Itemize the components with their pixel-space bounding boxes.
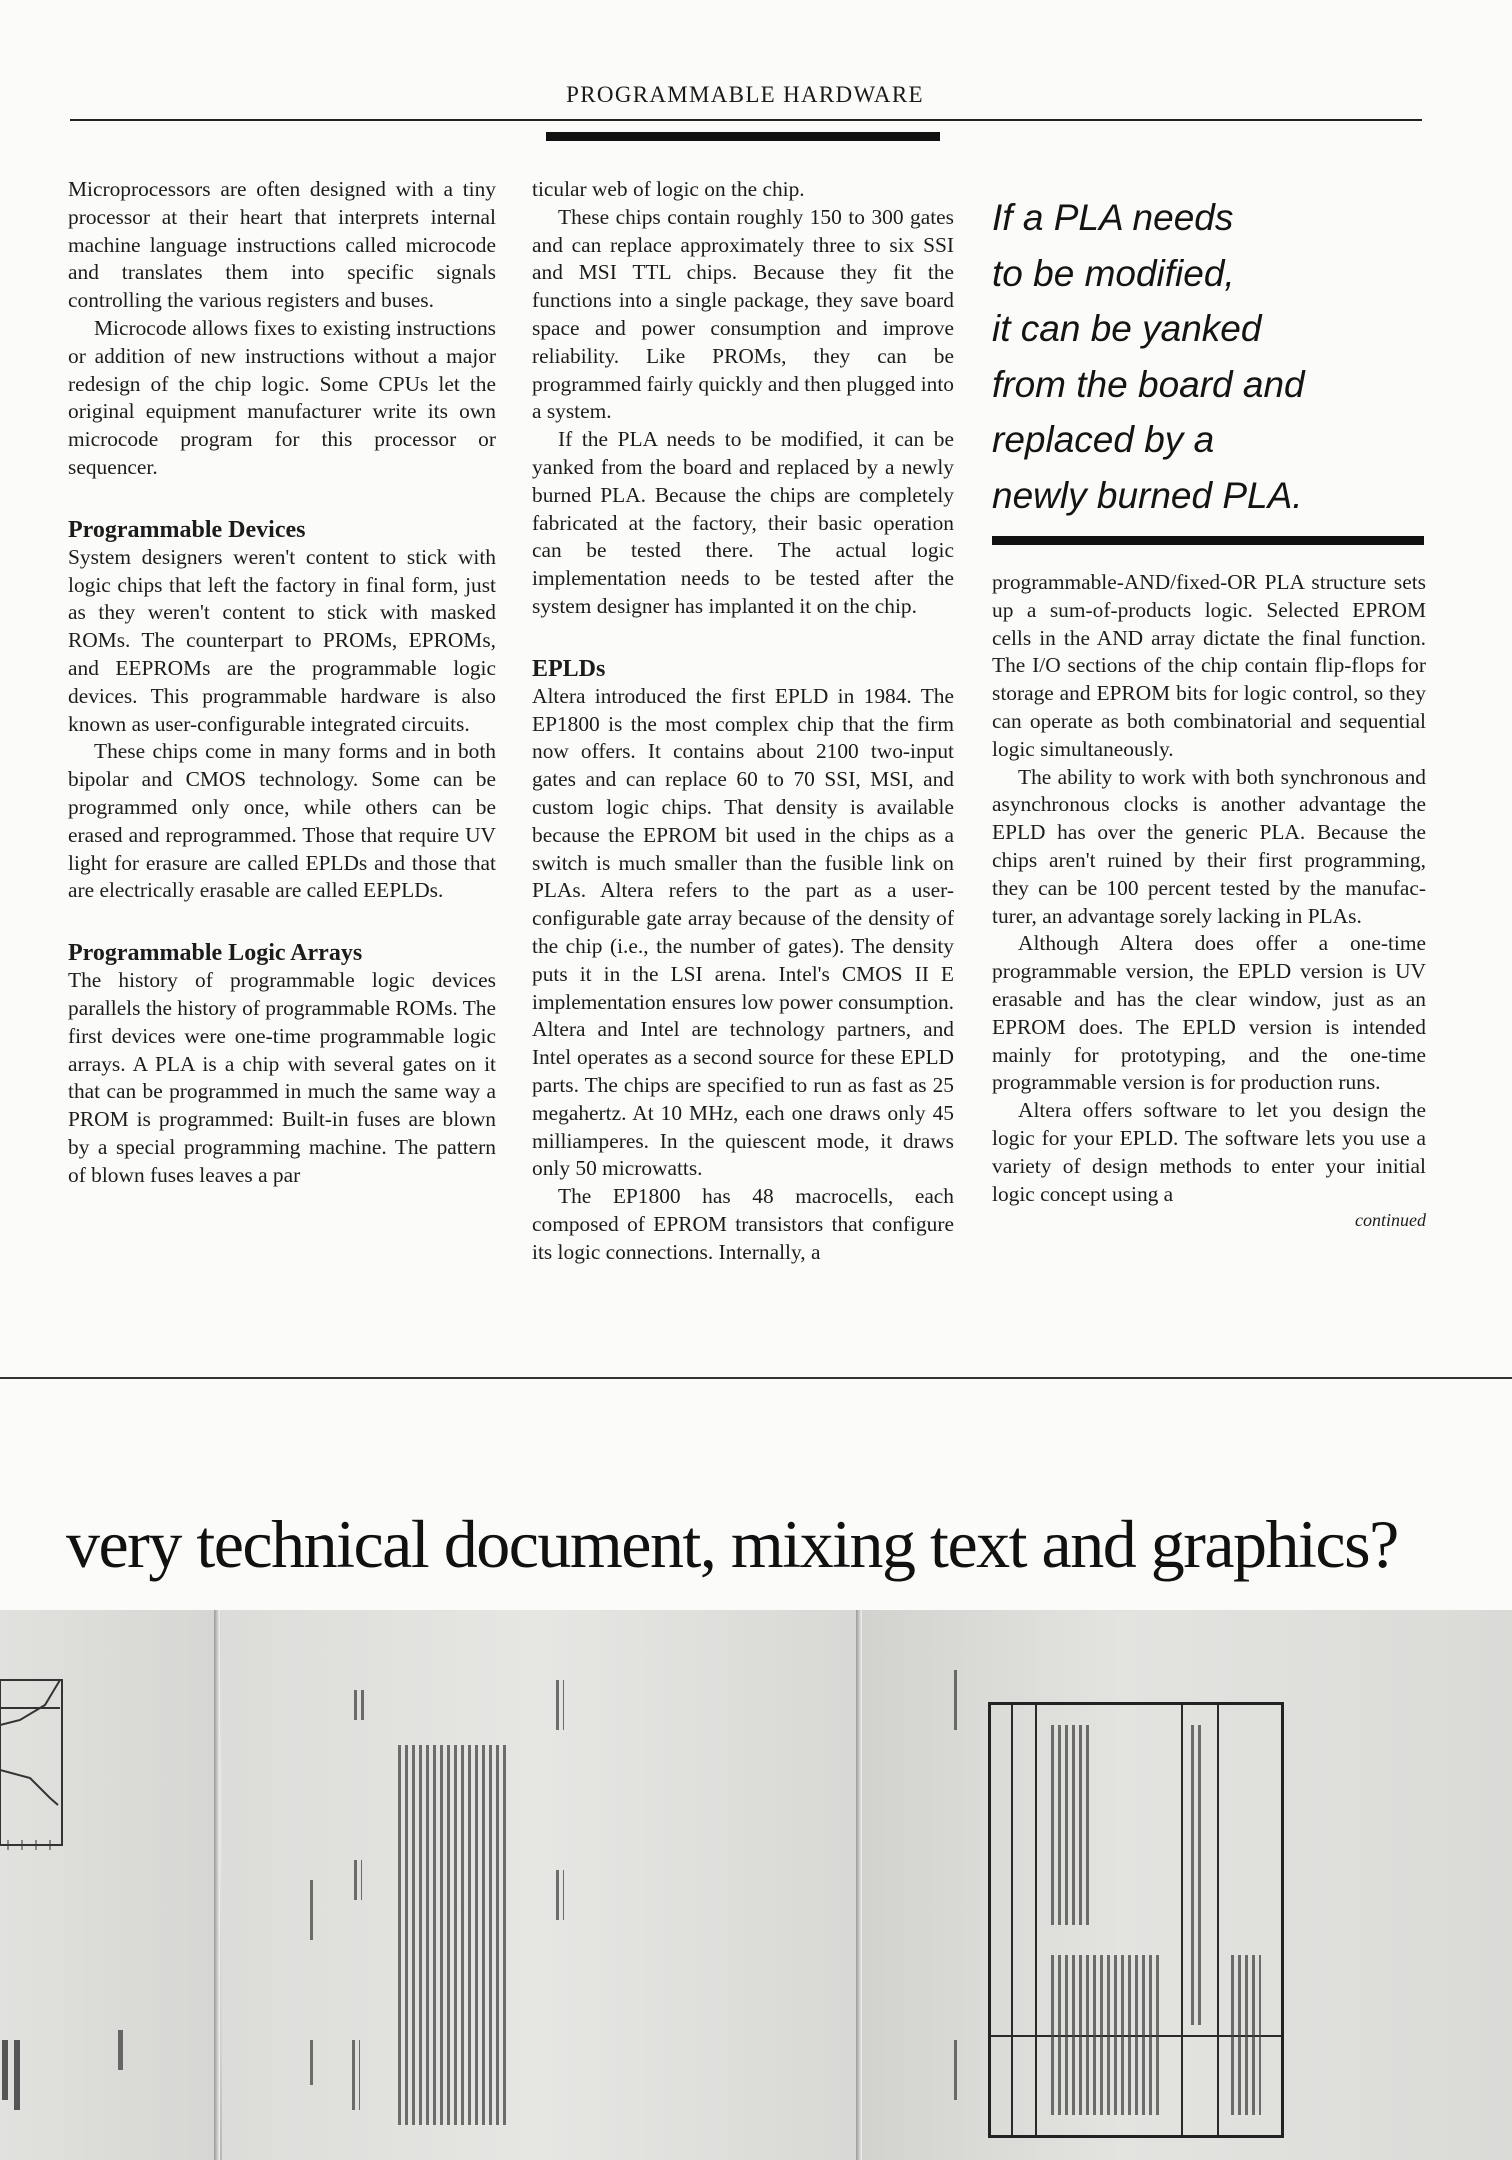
table-illustration: [988, 1702, 1284, 2138]
pull-quote-line: to be modified,: [992, 252, 1235, 294]
paragraph: Microcode allows fixes to existing instructions or addition of new instructions without a major redesign of the chip logic. Some CPUs let the original equipment manufacturer write its own microcode program for this processor or sequencer.: [68, 315, 496, 479]
pull-quote-line: it can be yanked: [992, 308, 1262, 350]
header-bar: [546, 132, 940, 141]
article-column-2: [532, 176, 954, 1266]
text-block: [310, 2040, 316, 2085]
text-block: [556, 1680, 564, 1730]
paragraph: The history of programmable logic devices parallels the history of programmable ROMs. The first devices were one-time programmable logic arrays. A PLA is a chip with several gates on it that can be programmed in much the same way a PROM is programmed: Built-in fuses are blown by a special programming machine. The pattern of blown fuses leaves a par: [68, 968, 496, 1187]
paragraph: ticular web of logic on the chip.: [532, 177, 805, 201]
text-block: [954, 2040, 960, 2100]
paragraph: Although Altera does offer a one-time programmable version, the EPLD version is UV erasable and has the clear window, just as an EPROM does. The EPLD version is intended mainly for prototyping, and the one-time programmable version is for production runs.: [992, 931, 1426, 1095]
paragraph: Altera offers software to let you design the logic for your EPLD. The software lets you use a variety of design methods to enter your initial logic concept using a: [992, 1098, 1426, 1206]
graph-illustration: [0, 1610, 214, 2160]
paragraph: If the PLA needs to be modified, it can be yanked from the board and replaced by a newly burned PLA. Because the chips are completely fabricated at the factory, their basic operation can be tested there. The actual logic implementation needs to be tested after the system designer has implanted it on the chip.: [532, 427, 954, 618]
running-header: [0, 82, 1512, 142]
text-block: [954, 1670, 960, 1730]
continued-label: continued: [1355, 1210, 1426, 1231]
section-heading: EPLDs: [532, 655, 606, 682]
document-sheet-table: [862, 1610, 1512, 2160]
article-column-1: [68, 176, 496, 1190]
header-rule: [70, 119, 1422, 121]
pull-quote-line: replaced by a: [992, 419, 1215, 461]
table-rule: [1011, 1705, 1013, 2135]
article-column-3: [992, 569, 1426, 1232]
section-title: PROGRAMMABLE HARDWARE: [566, 82, 924, 107]
article-advert-divider: [0, 1377, 1512, 1379]
text-block: [398, 1745, 508, 2125]
paragraph: programmable-AND/fixed-OR PLA structure sets up a sum-of-products logic. Selected EPROM cells in the AND array dictate the final function. The I/O sections of the chip contain flip-flops for storage and EPROM bits for logic control, so they can operate as both combinatorial and sequential logic simultaneously.: [992, 570, 1426, 761]
text-block: [354, 1690, 364, 1720]
pull-quote-line: If a PLA needs: [992, 197, 1234, 238]
paragraph: System designers weren't content to stick with logic chips that left the factory in final form, just as they weren't content to stick with masked ROMs. The counterpart to PROMs, EPROMs, and EEPROMs are the programmable logic devices. This programmable hardware is also known as user-configurable integrated circuits.: [68, 544, 496, 736]
text-block: [310, 1880, 316, 1940]
advert-photo: [0, 1610, 1512, 2160]
text-block: [354, 1860, 362, 1900]
paragraph: The ability to work with both synchronous and asynchronous clocks is another advantage the EPLD has over the generic PLA. Because the chips aren't ruined by their first programming, they can be 100 percent tested by the manufacturer, an advantage sorely lacking in PLAs.: [992, 764, 1426, 928]
section-heading: Programmable Devices: [68, 516, 306, 543]
table-rule: [1035, 1705, 1037, 2135]
paragraph: Altera introduced the first EPLD in 1984. The EP1800 is the most complex chip that the firm now offers. It contains about 2100 two-input gates and can replace 60 to 70 SSI, MSI, and custom logic chips. That density is available because the EPROM bit used in the chips as a switch is much smaller than the fusible link on PLAs. Altera refers to the part as a user-configurable gate array because of the density of the chip (i.e., the number of gates). The density puts it in the LSI arena. Intel's CMOS II E implementation ensures low power consumption. Altera and Intel are technology partners, and Intel operates as a second source for these EPLD parts. The chips are specified to run as fast as 25 megahertz. At 10 MHz, each one draws only 45 milliamperes. In the quiescent mode, it draws only 50 microwatts.: [532, 683, 954, 1181]
pull-quote: [992, 190, 1422, 524]
text-block: [352, 2040, 360, 2110]
section-heading: Programmable Logic Arrays: [68, 940, 363, 967]
page-fold: [214, 1610, 220, 2160]
table-text: [1051, 1725, 1091, 1925]
table-rule: [1181, 1705, 1183, 2135]
advert-headline: very technical document, mixing text and graphics?: [66, 1506, 1398, 1582]
table-text: [1191, 1725, 1205, 2025]
paragraph: These chips contain roughly 150 to 300 gates and can replace approximately three to six SSI and MSI TTL chips. Because they fit the functions into a single package, they save board space and power consumption and improve reliability. Like PROMs, they can be programmed fairly quickly and then plugged into a system.: [532, 204, 954, 424]
table-text: [1051, 1955, 1161, 2115]
pull-quote-line: from the board and: [992, 363, 1305, 405]
paragraph: Microprocessors are often designed with a tiny processor at their heart that interprets internal machine language instructions called microcode and translates them into specific signals controlling the various registers and buses.: [68, 177, 496, 313]
table-text: [1231, 1955, 1261, 2115]
document-sheet-graph: [0, 1610, 214, 2160]
pull-quote-line: newly burned PLA.: [992, 474, 1303, 516]
document-sheet-text: [222, 1610, 856, 2160]
text-block: [556, 1870, 564, 1920]
paragraph: The EP1800 has 48 macrocells, each composed of EPROM transistors that configure its logic connections. Internally, a: [532, 1184, 954, 1264]
paragraph: These chips come in many forms and in both bipolar and CMOS technology. Some can be programmed only once, while others can be erased and reprogrammed. Those that require UV light for erasure are called EPLDs and those that are electrically erasable are called EEPLDs.: [68, 739, 496, 903]
pull-quote-bar: [992, 536, 1424, 545]
table-rule: [1217, 1705, 1219, 2135]
